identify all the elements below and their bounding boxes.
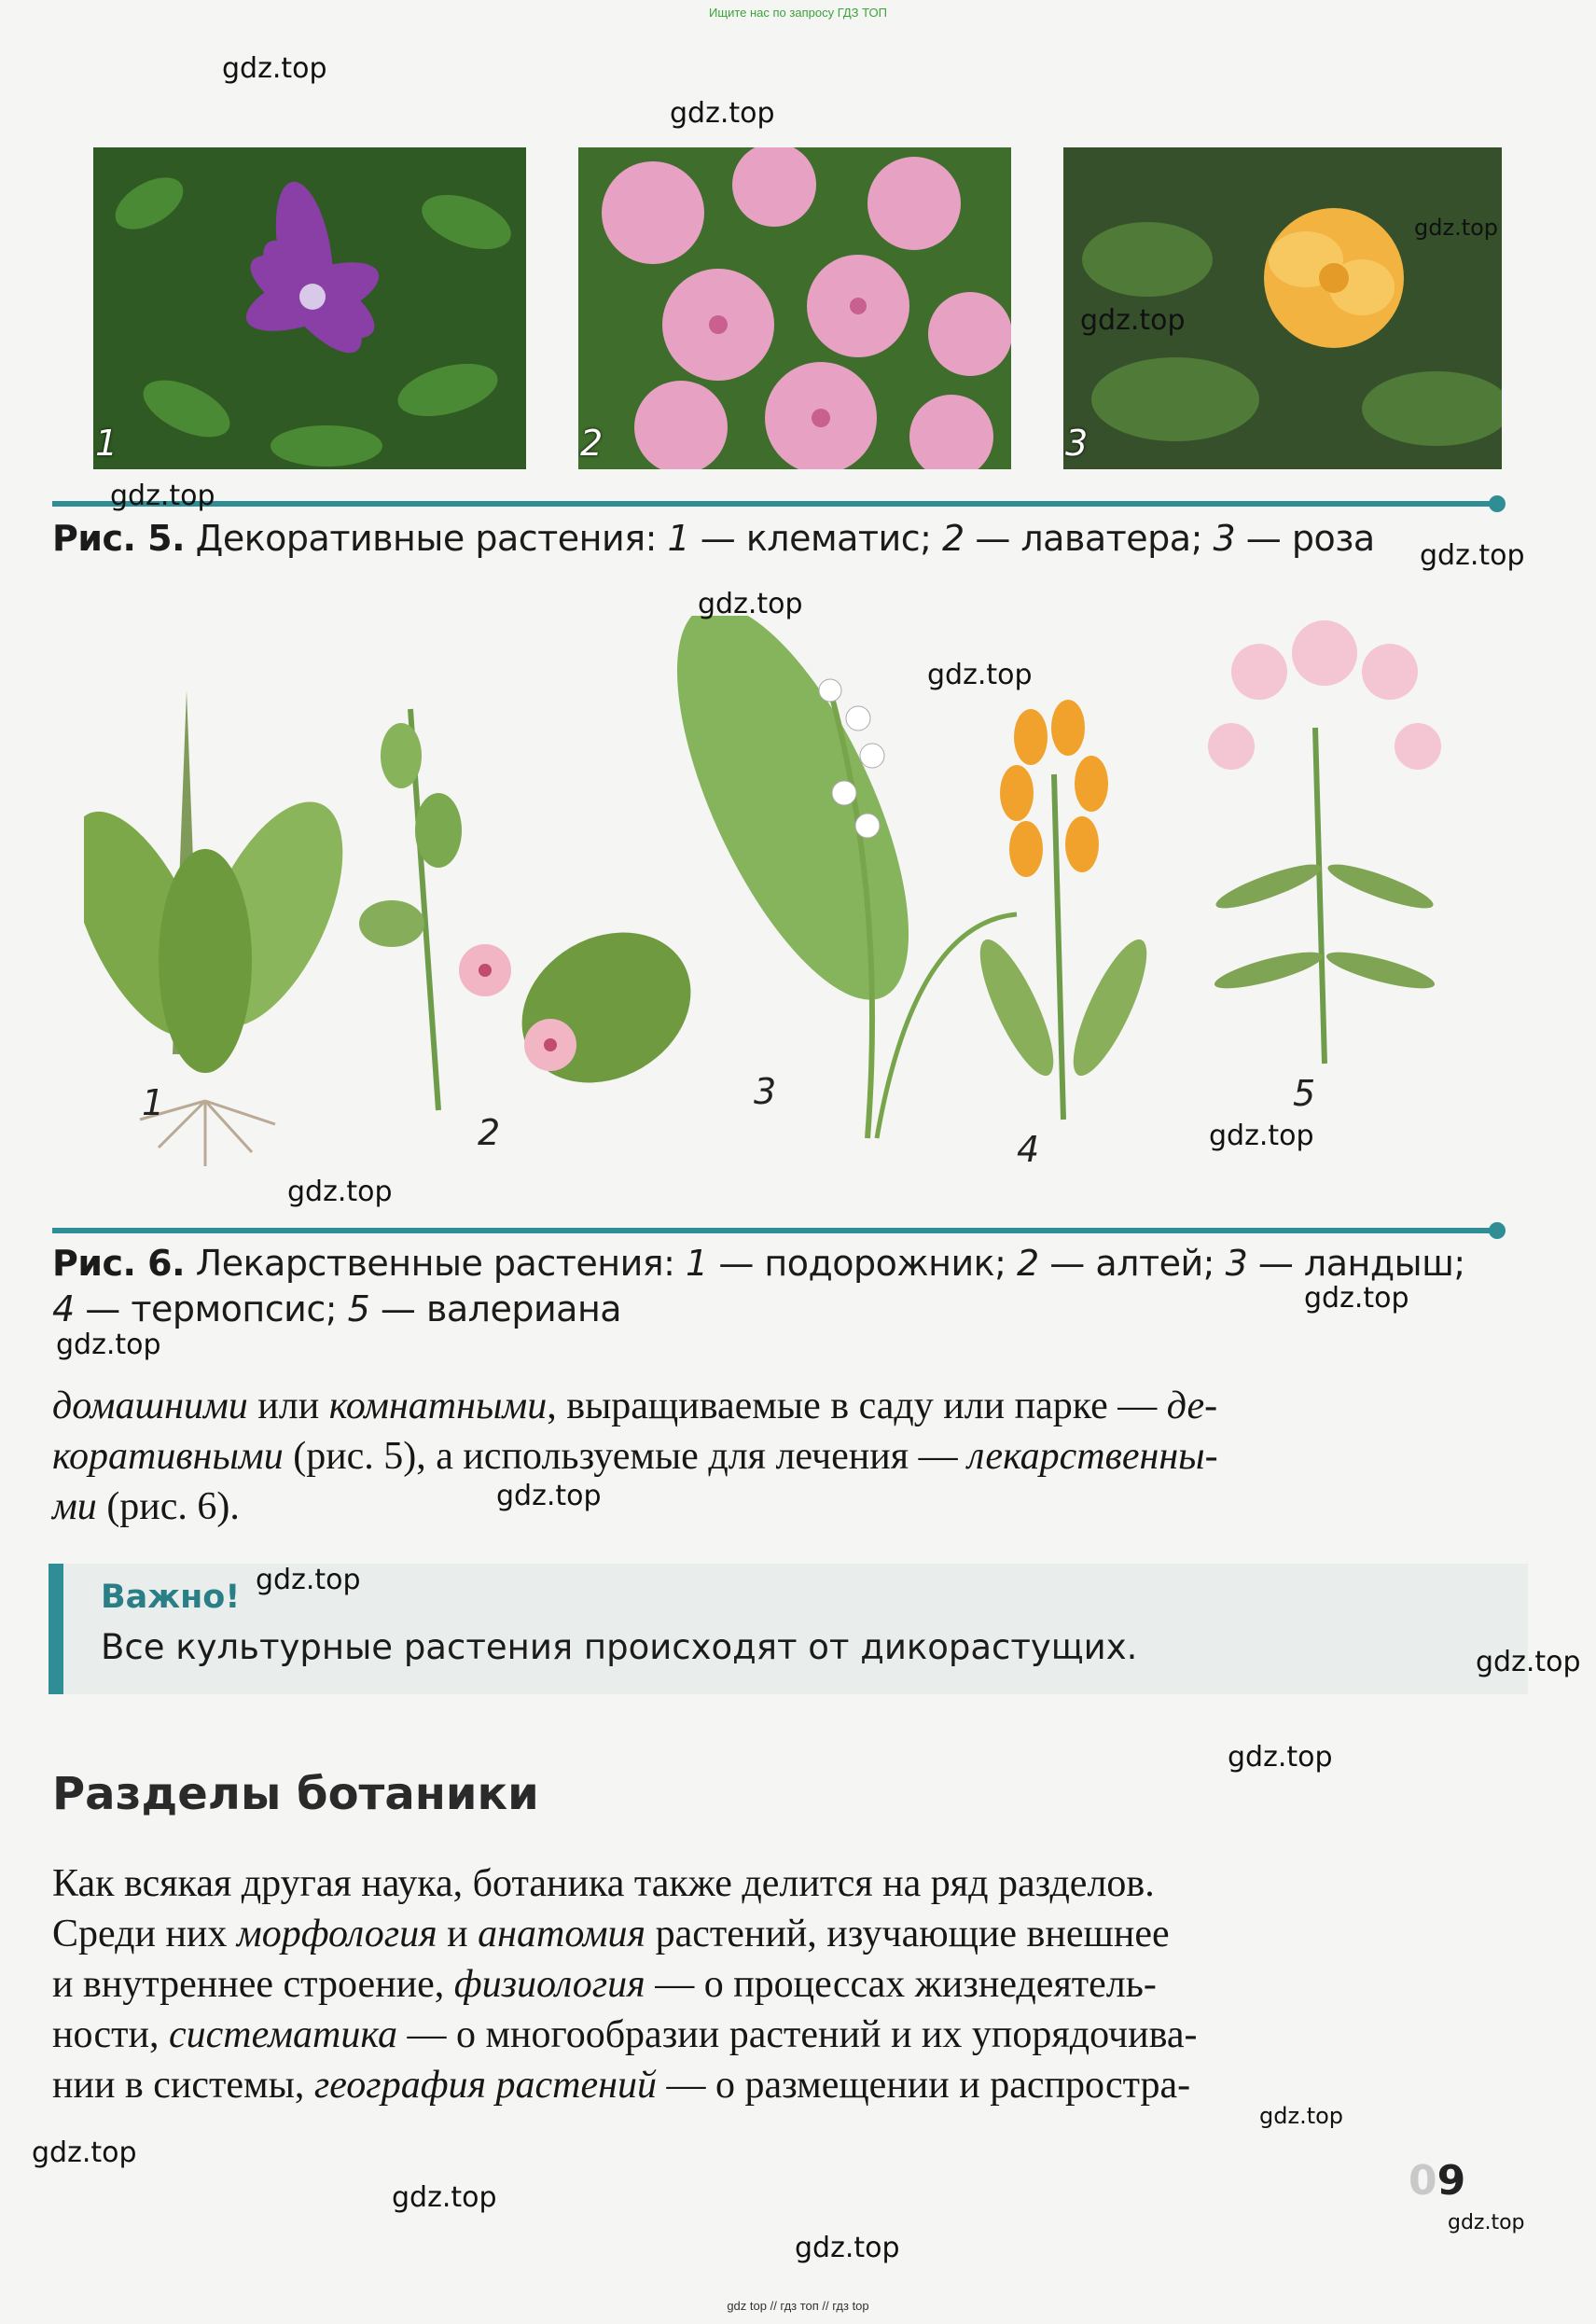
medicinal-plants-illustration — [84, 616, 1502, 1185]
watermark: gdz.top — [110, 480, 215, 512]
plant-number-5: 5 — [1293, 1073, 1316, 1114]
figure6-rule — [52, 1228, 1496, 1233]
photo-number-3: 3 — [1065, 423, 1089, 464]
important-text: Все культурные растения происходят от дикорастущих. — [101, 1627, 1138, 1667]
watermark: gdz.top — [1476, 1646, 1581, 1678]
figure5-rule — [52, 501, 1496, 507]
paragraph-plant-types: домашними или комнатными, выращиваемые в саду или парке — де- коративными (рис. 5), а используемые для лечения — лекарственны- ми (рис. 6). — [52, 1385, 1218, 1528]
watermark: gdz.top — [1448, 2211, 1525, 2234]
watermark: gdz.top — [56, 1329, 161, 1361]
watermark: gdz.top — [795, 2232, 900, 2264]
page-number: 09 — [1409, 2157, 1466, 2205]
watermark: gdz.top — [222, 52, 327, 85]
watermark: gdz.top — [1414, 215, 1499, 241]
header-note: Ищите нас по запросу ГДЗ ТОП — [709, 6, 887, 20]
plant-number-2: 2 — [478, 1112, 501, 1153]
photo-number-1: 1 — [95, 423, 118, 464]
watermark: gdz.top — [1420, 539, 1525, 572]
figure5-caption: Рис. 5. Декоративные растения: 1 — клематис; 2 — лаватера; 3 — роза — [52, 518, 1375, 559]
watermark: gdz.top — [698, 588, 803, 620]
watermark: gdz.top — [1080, 304, 1186, 337]
figure6-caption: Рис. 6. Лекарственные растения: 1 — подорожник; 2 — алтей; 3 — ландыш; 4 — термопсис; 5 — валериана — [52, 1243, 1465, 1329]
plant-number-1: 1 — [142, 1082, 165, 1123]
plant-number-4: 4 — [1017, 1129, 1040, 1170]
watermark: gdz.top — [32, 2136, 137, 2169]
watermark: gdz.top — [287, 1176, 393, 1208]
watermark: gdz.top — [1209, 1120, 1314, 1152]
section-title: Разделы ботаники — [52, 1768, 539, 1820]
watermark: gdz.top — [256, 1564, 361, 1596]
watermark: gdz.top — [927, 659, 1033, 691]
watermark: gdz.top — [1259, 2103, 1344, 2129]
photo-number-2: 2 — [580, 423, 604, 464]
watermark: gdz.top — [496, 1480, 602, 1512]
watermark: gdz.top — [1228, 1741, 1333, 1774]
plant-number-3: 3 — [754, 1071, 777, 1112]
watermark: gdz.top — [670, 97, 775, 130]
watermark: gdz.top — [1304, 1282, 1409, 1315]
lavatera-photo — [578, 147, 1011, 469]
important-title: Важно! — [101, 1579, 241, 1616]
clematis-photo — [93, 147, 526, 469]
watermark: gdz.top — [392, 2181, 497, 2214]
footer-note: gdz top // гдз топ // гдз top — [727, 2299, 869, 2313]
paragraph-botany-sections: Как всякая другая наука, ботаника также делится на ряд разделов. Среди них морфология и анатомия растений, изучающие внешнее и внутреннее строение, физиология — о процессах жизнедеятель- ности, систематика — о многообразии растений и их упорядочива- нии в системы, география растений — о размещении и распростра- — [52, 1862, 1198, 2107]
